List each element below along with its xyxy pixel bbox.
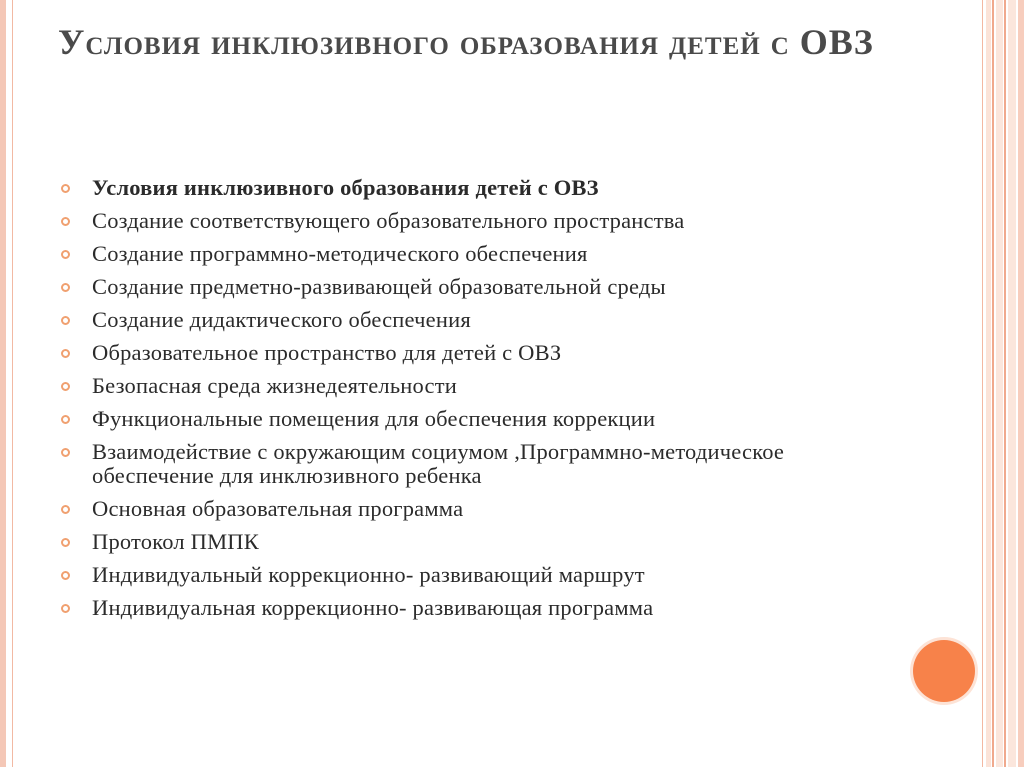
list-item <box>60 596 820 620</box>
list-item-text: Взаимодействие с окружающим социумом ,Программно-методическое обеспечение для инклюзивного ребенка <box>92 439 785 488</box>
ring-bullet-icon <box>61 604 70 613</box>
list-item <box>60 209 820 233</box>
list-item <box>60 407 820 431</box>
ring-bullet-icon <box>61 349 70 358</box>
ring-bullet-icon <box>61 283 70 292</box>
ring-bullet-icon <box>61 538 70 547</box>
slide-title: Условия инклюзивного образования детей с ОВЗ <box>58 22 874 62</box>
list-item-text: Создание программно-методического обеспечения <box>92 241 588 266</box>
list-item-text: Условия инклюзивного образования детей с ОВЗ <box>92 175 599 200</box>
list-item <box>60 176 820 200</box>
list-item <box>60 440 820 488</box>
left-frame-border <box>0 0 6 767</box>
list-item <box>60 308 820 332</box>
ring-bullet-icon <box>61 316 70 325</box>
ring-bullet-icon <box>61 250 70 259</box>
ring-bullet-icon <box>61 571 70 580</box>
ring-bullet-icon <box>61 415 70 424</box>
ring-bullet-icon <box>61 217 70 226</box>
orange-circle-decoration <box>913 640 975 702</box>
list-item <box>60 242 820 266</box>
list-item <box>60 275 820 299</box>
ring-bullet-icon <box>61 382 70 391</box>
right-stripe <box>1008 0 1016 767</box>
right-stripe <box>1018 0 1024 767</box>
ring-bullet-icon <box>61 448 70 457</box>
bullet-list <box>60 176 820 629</box>
list-item <box>60 497 820 521</box>
left-frame-line <box>12 0 13 767</box>
ring-bullet-icon <box>61 505 70 514</box>
list-item-text: Образовательное пространство для детей с ОВЗ <box>92 340 562 365</box>
list-item <box>60 563 820 587</box>
list-item-text: Индивидуальная коррекционно- развивающая программа <box>92 595 654 620</box>
list-item <box>60 341 820 365</box>
list-item <box>60 530 820 554</box>
list-item-text: Функциональные помещения для обеспечения коррекции <box>92 406 656 431</box>
right-stripe <box>1004 0 1006 767</box>
list-item-text: Протокол ПМПК <box>92 529 259 554</box>
list-item-text: Безопасная среда жизнедеятельности <box>92 373 457 398</box>
list-item-text: Создание дидактического обеспечения <box>92 307 471 332</box>
list-item-text: Индивидуальный коррекционно- развивающий маршрут <box>92 562 645 587</box>
right-stripe <box>986 0 991 767</box>
right-stripe <box>982 0 983 767</box>
list-item-text: Создание соответствующего образовательного пространства <box>92 208 685 233</box>
right-stripe <box>996 0 1003 767</box>
list-item-text: Основная образовательная программа <box>92 496 464 521</box>
list-item-text: Создание предметно-развивающей образовательной среды <box>92 274 666 299</box>
right-stripe <box>992 0 994 767</box>
list-item <box>60 374 820 398</box>
ring-bullet-icon <box>61 184 70 193</box>
